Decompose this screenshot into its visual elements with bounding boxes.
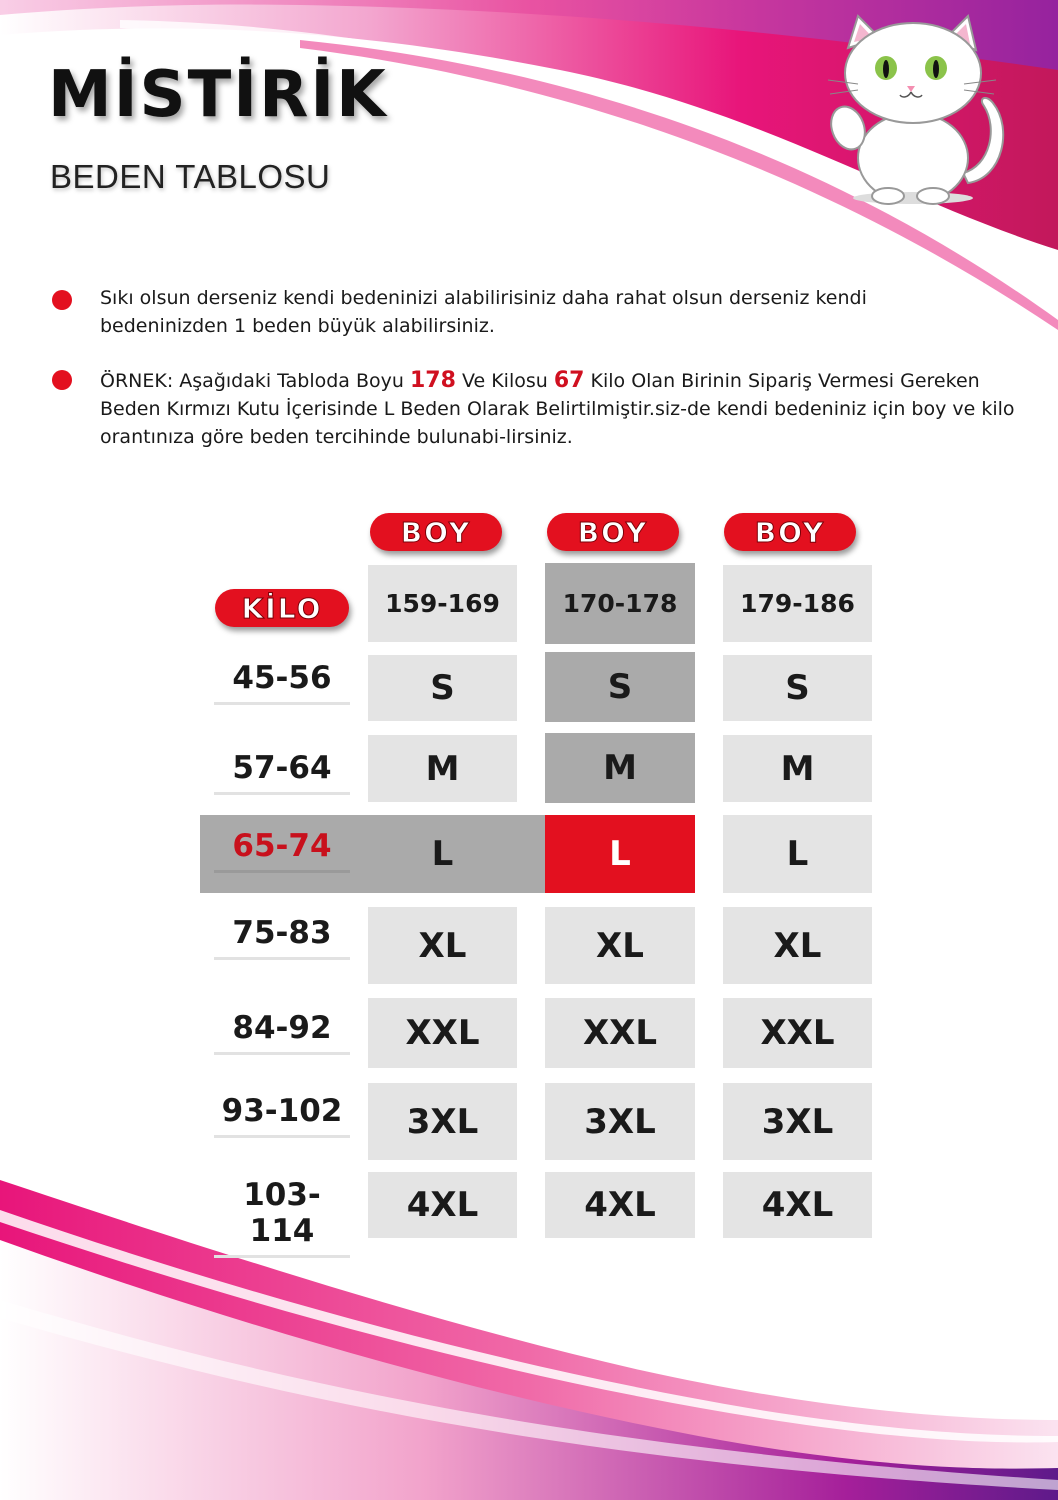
weight-label: 84-92 [214, 1010, 350, 1055]
weight-label: 45-56 [214, 660, 350, 705]
size-cell: M [723, 735, 872, 802]
size-cell: XL [545, 907, 695, 984]
weight-label-highlighted: 65-74 [214, 828, 350, 873]
info-text-2a: ÖRNEK: Aşağıdaki Tabloda Boyu [100, 370, 410, 392]
example-weight: 67 [553, 368, 585, 393]
bullet-icon [52, 290, 72, 310]
page-title: BEDEN TABLOSU [50, 158, 331, 195]
size-cell: XL [723, 907, 872, 984]
weight-label: 103-114 [214, 1177, 350, 1258]
kilo-header: KİLO [215, 589, 349, 627]
size-cell: M [545, 733, 695, 803]
height-cell: 179-186 [723, 565, 872, 642]
size-cell: S [545, 652, 695, 722]
info-text-2b: Ve Kilosu [455, 370, 554, 392]
height-cell: 170-178 [545, 563, 695, 644]
weight-label: 75-83 [214, 915, 350, 960]
size-cell: 3XL [368, 1083, 517, 1160]
weight-label: 57-64 [214, 750, 350, 795]
size-cell: XXL [723, 998, 872, 1068]
size-cell: S [368, 655, 517, 721]
size-cell: 3XL [545, 1083, 695, 1160]
weight-label: 93-102 [214, 1093, 350, 1138]
size-cell: 3XL [723, 1083, 872, 1160]
info-text-2c: Kilo Olan Birinin Sipariş Vermesi Gereken Beden Kırmızı Kutu İçerisinde L Beden Olarak Belirtilmiştir.siz-de kendi bedeniniz için boy ve kilo orantınıza göre beden tercihinde bulunabi-lirsiniz. [100, 370, 1015, 448]
boy-header-2: BOY [547, 513, 679, 551]
size-cell-highlighted: L [545, 815, 695, 893]
size-cell: 4XL [723, 1172, 872, 1238]
bullet-icon [52, 370, 72, 390]
size-cell: XXL [368, 998, 517, 1068]
size-cell: XXL [545, 998, 695, 1068]
brand-logo: MİSTİRİK [48, 58, 388, 132]
size-cell: L [723, 815, 872, 893]
size-cell: L [368, 815, 517, 893]
boy-header-1: BOY [370, 513, 502, 551]
size-cell: 4XL [545, 1172, 695, 1238]
size-cell: M [368, 735, 517, 802]
white-cat-icon [818, 8, 1018, 208]
size-cell: S [723, 655, 872, 721]
info-text-2 [100, 367, 1015, 451]
height-cell: 159-169 [368, 565, 517, 642]
size-cell: 4XL [368, 1172, 517, 1238]
size-cell: XL [368, 907, 517, 984]
example-height: 178 [409, 368, 456, 393]
highlight-row-band [517, 815, 545, 893]
info-text-1: Sıkı olsun derseniz kendi bedeninizi alabilirisiniz daha rahat olsun derseniz kendi bedeninizden 1 beden büyük alabilirsiniz. [100, 287, 867, 337]
boy-header-3: BOY [724, 513, 856, 551]
